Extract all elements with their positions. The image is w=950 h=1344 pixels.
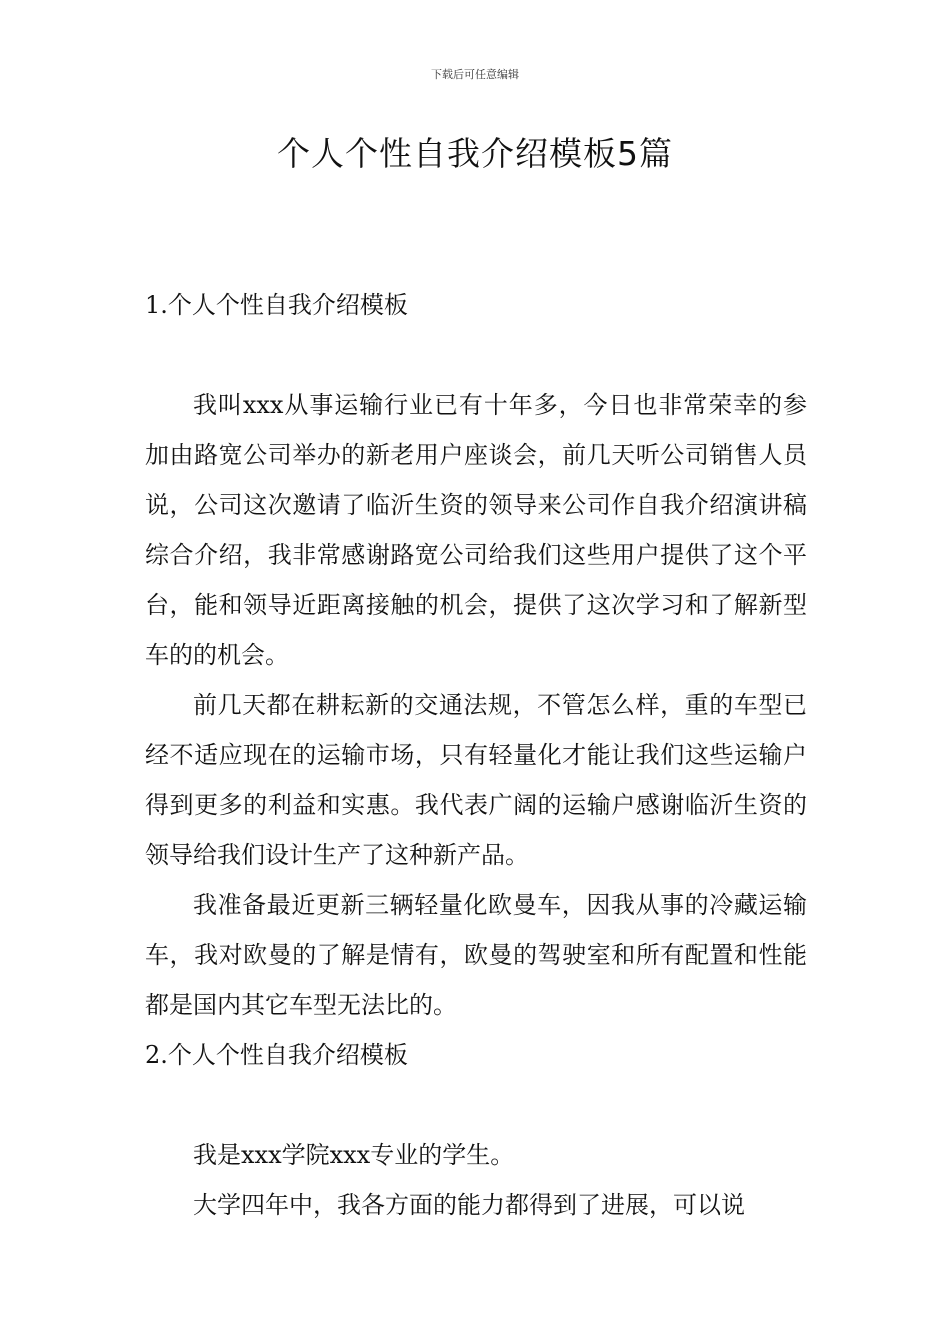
paragraph: 我准备最近更新三辆轻量化欧曼车，因我从事的冷藏运输车，我对欧曼的了解是情有，欧曼的驾驶室和所有配置和性能都是国内其它车型无法比的。 — [145, 891, 807, 1019]
spacer — [145, 1080, 807, 1130]
paragraph: 前几天都在耕耘新的交通法规，不管怎么样，重的车型已经不适应现在的运输市场，只有轻量化才能让我们这些运输户得到更多的利益和实惠。我代表广阔的运输户感谢临沂生资的领导给我们设计生产了这种新产品。 — [145, 691, 807, 869]
section-heading-2: 2.个人个性自我介绍模板 — [145, 1041, 408, 1069]
section-heading-1: 1.个人个性自我介绍模板 — [145, 291, 408, 319]
header-note: 下载后可任意编辑 — [431, 68, 519, 81]
spacer — [145, 330, 807, 380]
document-body — [145, 280, 807, 1230]
document-title: 个人个性自我介绍模板5篇 — [277, 134, 673, 173]
paragraph: 大学四年中，我各方面的能力都得到了进展，可以说 — [193, 1191, 745, 1219]
paragraph: 我叫xxx从事运输行业已有十年多，今日也非常荣幸的参加由路宽公司举办的新老用户座谈会，前几天听公司销售人员说，公司这次邀请了临沂生资的领导来公司作自我介绍演讲稿综合介绍，我非常感谢路宽公司给我们这些用户提供了这个平台，能和领导近距离接触的机会，提供了这次学习和了解新型车的的机会。 — [145, 391, 807, 669]
paragraph: 我是xxx学院xxx专业的学生。 — [193, 1141, 515, 1169]
